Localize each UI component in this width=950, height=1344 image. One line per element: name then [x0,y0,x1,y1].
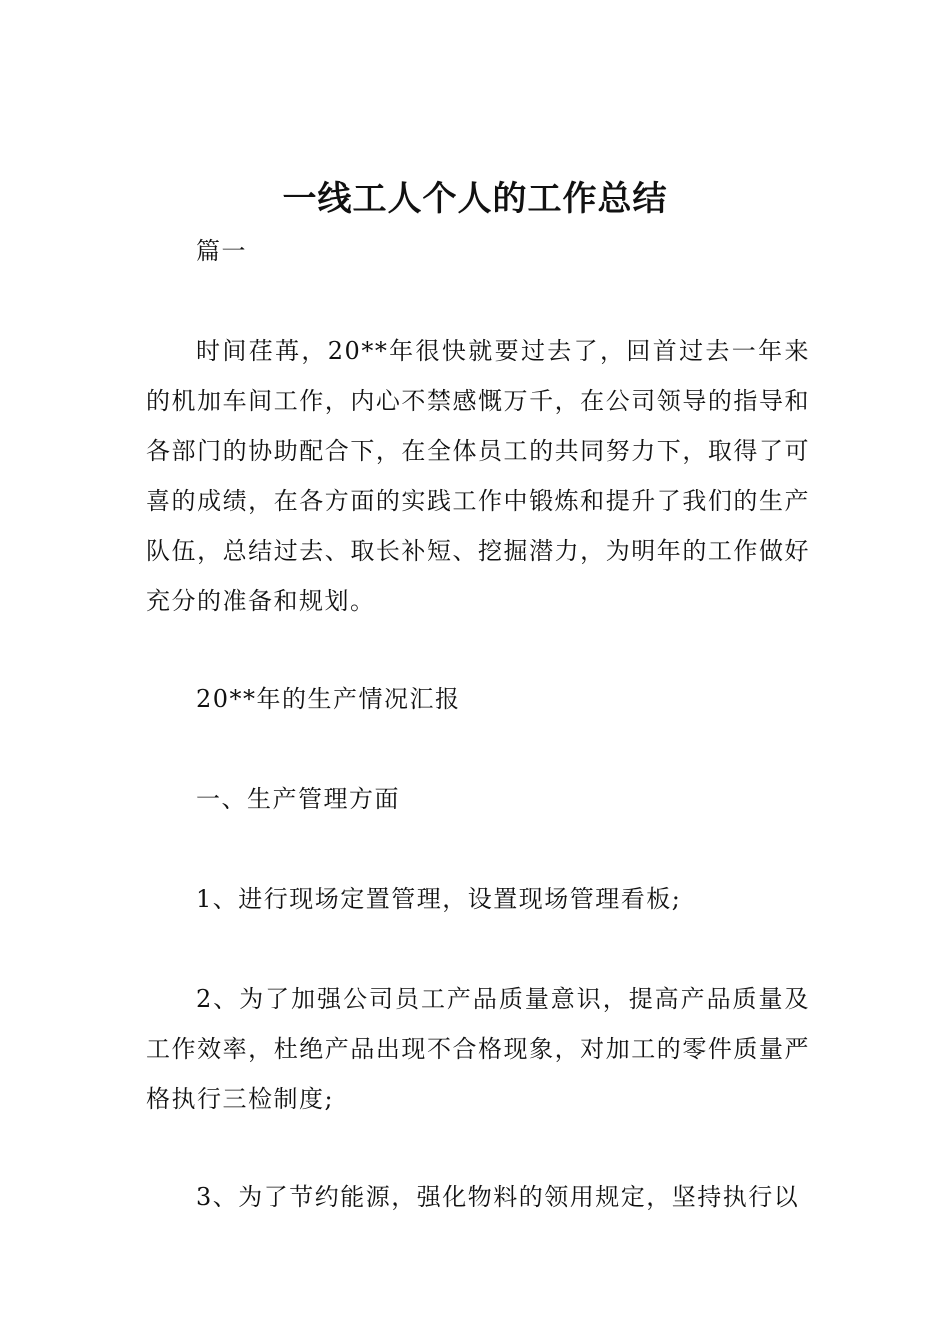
body-paragraph-intro: 时间荏苒，20**年很快就要过去了，回首过去一年来的机加车间工作，内心不禁感慨万千，在公司领导的指导和各部门的协助配合下，在全体员工的共同努力下，取得了可喜的成绩，在各方面的实践工作中锻炼和提升了我们的生产队伍，总结过去、取长补短、挖掘潜力，为明年的工作做好充分的准备和规划。 [146,337,810,615]
list-item-1: 1、进行现场定置管理，设置现场管理看板; [196,885,682,913]
subheading-production-management: 一、生产管理方面 [196,785,400,813]
list-item-2: 2、为了加强公司员工产品质量意识，提高产品质量及工作效率，杜绝产品出现不合格现象，对加工的零件质量严格执行三检制度; [146,985,810,1113]
document-title: 一线工人个人的工作总结 [282,179,668,219]
list-item-3: 3、为了节约能源，强化物料的领用规定，坚持执行以 [196,1183,800,1211]
subheading-production-report: 20**年的生产情况汇报 [196,685,461,713]
section-label: 篇一 [196,237,247,265]
